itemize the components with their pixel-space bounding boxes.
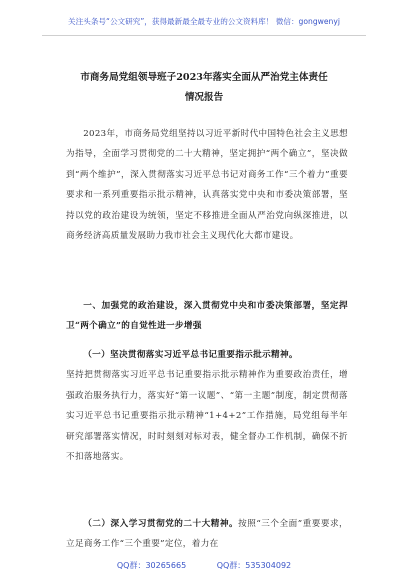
title-line-2: 情况报告 xyxy=(184,92,224,103)
subsection-1-text: 坚持把贯彻落实习近平总书记重要指示批示精神作为重要政治责任，增强政治服务执行力，落实好“第一议题”、“第一主题”制度，制定贯彻落实习近平总书记重要指示批示精神“1+4+2”工作措施，局党组每半年研究部署落实情况，时时刻刻对标对表，健全督办工作机制，确保不折不扣落地落实。 xyxy=(66,370,348,463)
intro-block xyxy=(66,124,348,246)
footer-qq-group-1: QQ群：30265665 xyxy=(116,561,187,570)
subsection-1-block xyxy=(66,345,348,467)
footer xyxy=(0,560,408,571)
header-divider xyxy=(42,35,366,36)
section-1-block xyxy=(66,296,348,337)
section-1-heading: 一、加强党的政治建设，深入贯彻党中央和市委决策部署，坚定捍卫“两个确立”的自觉性进一步增强 xyxy=(66,301,348,332)
footer-qq-group-2: QQ群：535304092 xyxy=(216,561,292,570)
subsection-2-block xyxy=(66,514,348,555)
header-banner: 关注头条号“公文研究”，获得最新最全最专业的公文资料库！ 微信：gongwenyj xyxy=(68,17,340,26)
intro-paragraph: 2023年，市商务局党组坚持以习近平新时代中国特色社会主义思想为指导，全面学习贯彻党的二十大精神，坚定拥护“两个确立”，坚决做到“两个维护”，深入贯彻落实习近平总书记对商务工作“三个着力”重要要求和一系列重要指示批示精神，认真落实党中央和市委决策部署，坚持以党的政治建设为统领，坚定不移推进全面从严治党向纵深推进，以商务经济高质量发展助力我市社会主义现代化大都市建设。 xyxy=(66,129,348,242)
subsection-2-heading: （二）深入学习贯彻党的二十大精神。 xyxy=(83,519,239,529)
subsection-2-text: 按照“三个全面”重要要求，立足商务工作“三个重要”定位，着力在 xyxy=(66,519,349,550)
title-line-1: 市商务局党组领导班子2023年落实全面从严治党主体责任 xyxy=(80,72,328,83)
document-title xyxy=(0,68,408,108)
subsection-1-heading: （一）坚决贯彻落实习近平总书记重要指示批示精神。 xyxy=(83,350,298,360)
